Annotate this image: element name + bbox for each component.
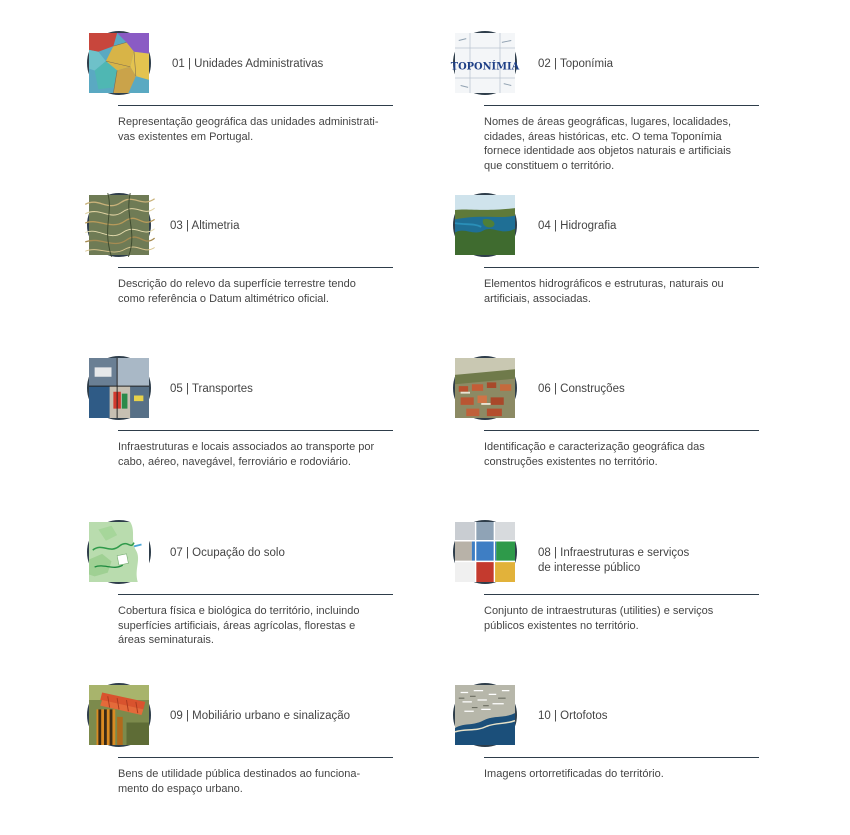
theme-description: Conjunto de intraestruturas (utilities) e serviços públicos existentes no território. [484, 605, 714, 632]
transport-thumbnail-icon [87, 356, 151, 420]
theme-description: Cobertura física e biológica do território, incluindo superfícies artificiais, áreas agrícolas, florestas e áreas seminaturais. [118, 605, 360, 647]
theme-title[interactable]: 01 | Unidades Administrativas [172, 58, 324, 70]
urban-furniture-thumbnail-icon [87, 683, 151, 747]
toponimia-logo-icon [450, 31, 520, 95]
divider [118, 594, 393, 595]
theme-title[interactable]: 07 | Ocupação do solo [170, 547, 285, 559]
theme-item-construcoes[interactable] [453, 356, 763, 496]
land-use-map-icon [87, 520, 151, 584]
theme-item-unidades-administrativas[interactable] [87, 31, 397, 171]
theme-item-ortofotos[interactable] [453, 683, 763, 823]
map-thumbnail-icon [87, 31, 151, 95]
divider [118, 267, 393, 268]
theme-title[interactable]: 03 | Altimetria [170, 220, 240, 232]
theme-item-infraestruturas[interactable] [453, 520, 763, 660]
theme-description: Infraestruturas e locais associados ao transporte por cabo, aéreo, navegável, ferroviário e rodoviário. [118, 441, 375, 468]
theme-item-altimetria[interactable] [87, 193, 397, 333]
theme-description: Representação geográfica das unidades administrati- vas existentes em Portugal. [118, 116, 379, 143]
theme-title[interactable]: 04 | Hidrografia [538, 220, 617, 232]
svg-text:TOPONÍMIA: TOPONÍMIA [450, 61, 520, 73]
theme-title[interactable]: 06 | Construções [538, 383, 625, 395]
theme-description: Nomes de áreas geográficas, lugares, localidades, cidades, áreas históricas, etc. O tema Toponímia fornece identidade aos objetos naturais e artificiais que constituem o território. [484, 116, 732, 172]
theme-description: Bens de utilidade pública destinados ao funciona- mento do espaço urbano. [118, 768, 361, 795]
orthophoto-thumbnail-icon [453, 683, 517, 747]
water-thumbnail-icon [453, 193, 517, 257]
theme-title[interactable]: 02 | Toponímia [538, 58, 614, 70]
theme-description: Identificação e caracterização geográfica das construções existentes no território. [484, 441, 705, 468]
divider [484, 594, 759, 595]
theme-description: Imagens ortorretificadas do território. [484, 768, 664, 780]
relief-thumbnail-icon [87, 193, 151, 257]
theme-description: Descrição do relevo da superfície terrestre tendo como referência o Datum altimétrico oficial. [118, 278, 356, 305]
theme-item-mobiliario-urbano[interactable] [87, 683, 397, 823]
theme-title[interactable]: 10 | Ortofotos [538, 710, 608, 722]
divider [484, 757, 759, 758]
theme-title[interactable]: 05 | Transportes [170, 383, 253, 395]
theme-title[interactable]: 09 | Mobiliário urbano e sinalização [170, 710, 351, 722]
divider [118, 105, 393, 106]
theme-title[interactable]: 08 | Infraestruturas e serviços de interesse público [538, 547, 690, 574]
divider [484, 430, 759, 431]
theme-item-transportes[interactable] [87, 356, 397, 496]
infrastructure-thumbnail-icon [453, 520, 517, 584]
theme-item-ocupacao-do-solo[interactable] [87, 520, 397, 660]
divider [484, 105, 759, 106]
divider [118, 757, 393, 758]
buildings-thumbnail-icon [453, 356, 517, 420]
theme-item-hidrografia[interactable] [453, 193, 763, 333]
divider [484, 267, 759, 268]
divider [118, 430, 393, 431]
theme-description: Elementos hidrográficos e estruturas, naturais ou artificiais, associadas. [484, 278, 724, 305]
theme-item-toponimia[interactable] [450, 31, 763, 172]
